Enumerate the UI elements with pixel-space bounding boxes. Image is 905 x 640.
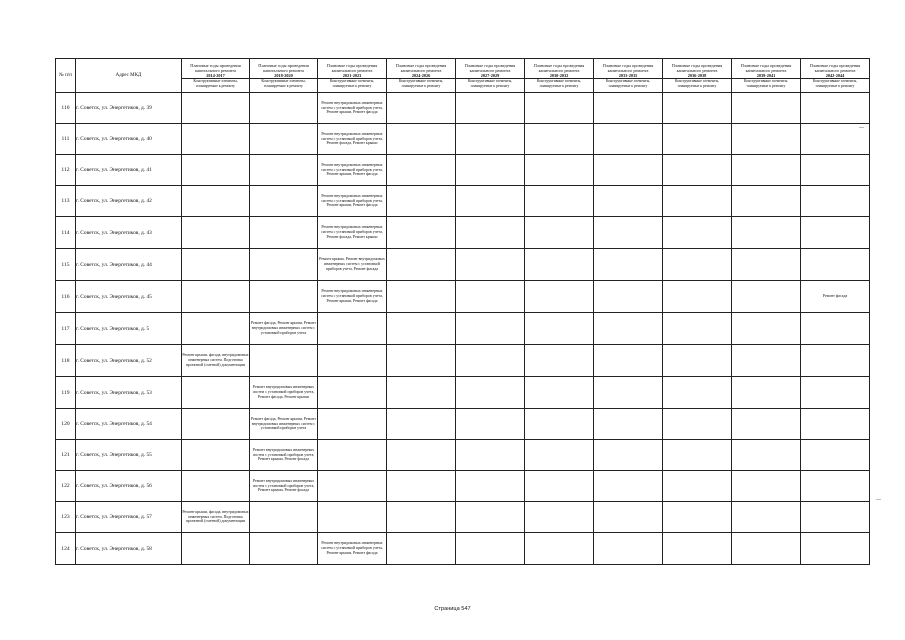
table-row [56, 345, 870, 377]
row-address: г. Советск, ул. Энергетиков, д. 43 [76, 217, 182, 249]
repair-cell-2024-2026 [387, 502, 456, 533]
repair-cell-2030-2032 [525, 186, 594, 217]
row-address: г. Советск, ул. Энергетиков, д. 42 [76, 186, 182, 217]
row-address: г. Советск, ул. Энергетиков, д. 40 [76, 124, 182, 155]
repair-cell-2039-2041 [732, 533, 801, 565]
repair-cell-2018-2020 [250, 186, 318, 217]
repair-cell-2039-2041 [732, 93, 801, 124]
repair-cell-2027-2029 [456, 281, 525, 313]
repair-cell-2042-2044 [801, 155, 870, 186]
repair-cell-2014-2017 [182, 186, 250, 217]
repair-cell-2024-2026 [387, 345, 456, 377]
repair-cell-2021-2023 [318, 409, 387, 440]
repair-cell-2039-2041 [732, 502, 801, 533]
period-subheader: Конструктивные элементы, планируемые к ремонту [801, 78, 869, 88]
capital-repair-table [55, 58, 870, 565]
period-subheader: Конструктивные элементы, планируемые к ремонту [594, 78, 662, 88]
table-row [56, 217, 870, 249]
repair-cell-2039-2041 [732, 155, 801, 186]
header-address: Адрес МКД [76, 59, 182, 93]
repair-cell-2014-2017: Ремонт крыши, фасада, внутридомовых инженерных систем. Подготовка проектной (сметной) документации [182, 345, 250, 377]
repair-cell-2042-2044 [801, 186, 870, 217]
repair-cell-2036-2038 [663, 313, 732, 345]
repair-cell-2018-2020: Ремонт фасада, Ремонт крыши, Ремонт внутридомовых инженерных систем с установкой приборов учета [250, 409, 318, 440]
repair-cell-2039-2041 [732, 471, 801, 502]
repair-cell-2014-2017 [182, 124, 250, 155]
repair-cell-2033-2035 [594, 281, 663, 313]
repair-cell-2036-2038 [663, 155, 732, 186]
row-address: г. Советск, ул. Энергетиков, д. 55 [76, 440, 182, 471]
repair-cell-2021-2023: Ремонт внутридомовых инженерных систем с установкой приборов учета, Ремонт крыши, Ремонт фасада [318, 93, 387, 124]
repair-cell-2036-2038 [663, 186, 732, 217]
repair-cell-2042-2044 [801, 313, 870, 345]
repair-cell-2021-2023: Ремонт внутридомовых инженерных систем с установкой приборов учета, Ремонт фасада, Ремонт крыши [318, 124, 387, 155]
repair-cell-2021-2023: Ремонт крыши, Ремонт внутридомовых инженерных систем с установкой приборов учета, Ремонт фасада [318, 249, 387, 281]
period-title: Плановые годы проведения капитального ремонта [190, 62, 241, 73]
period-years: 2036-2038 [687, 72, 707, 78]
period-years: 2042-2044 [825, 72, 845, 78]
repair-cell-2021-2023 [318, 377, 387, 409]
period-title: Плановые годы проведения капитального ремонта [326, 62, 378, 73]
repair-cell-2014-2017 [182, 533, 250, 565]
repair-cell-2024-2026 [387, 440, 456, 471]
repair-cell-2039-2041 [732, 377, 801, 409]
repair-cell-2030-2032 [525, 155, 594, 186]
repair-cell-2030-2032 [525, 377, 594, 409]
repair-cell-2027-2029 [456, 93, 525, 124]
repair-cell-2024-2026 [387, 313, 456, 345]
period-subheader: Конструктивные элементы, планируемые к ремонту [732, 78, 800, 88]
repair-cell-2018-2020: Ремонт фасада, Ремонт крыши, Ремонт внутридомовых инженерных систем с установкой приборов учета [250, 313, 318, 345]
period-years: 2014-2017 [206, 72, 225, 78]
period-title: Плановые годы проведения капитального ремонта [602, 62, 654, 73]
repair-cell-2033-2035 [594, 124, 663, 155]
row-number: 119 [56, 377, 76, 409]
repair-cell-2024-2026 [387, 471, 456, 502]
period-subheader: Конструктивные элементы, планируемые к ремонту [182, 78, 249, 88]
period-title: Плановые годы проведения капитального ремонта [740, 62, 792, 73]
repair-cell-2018-2020 [250, 249, 318, 281]
repair-cell-2042-2044 [801, 409, 870, 440]
period-subheader: Конструктивные элементы, планируемые к ремонту [250, 78, 317, 88]
repair-cell-2018-2020 [250, 217, 318, 249]
repair-cell-2024-2026 [387, 217, 456, 249]
row-number: 122 [56, 471, 76, 502]
repair-cell-2042-2044 [801, 502, 870, 533]
repair-cell-2027-2029 [456, 440, 525, 471]
repair-cell-2042-2044 [801, 249, 870, 281]
repair-cell-2014-2017 [182, 281, 250, 313]
repair-cell-2039-2041 [732, 249, 801, 281]
repair-cell-2030-2032 [525, 440, 594, 471]
row-address: г. Советск, ул. Энергетиков, д. 41 [76, 155, 182, 186]
repair-cell-2033-2035 [594, 440, 663, 471]
repair-cell-2024-2026 [387, 533, 456, 565]
repair-cell-2027-2029 [456, 249, 525, 281]
table-row [56, 471, 870, 502]
period-title: Плановые годы проведения капитального ремонта [533, 62, 585, 73]
repair-cell-2021-2023 [318, 471, 387, 502]
repair-cell-2039-2041 [732, 217, 801, 249]
repair-cell-2036-2038 [663, 217, 732, 249]
repair-cell-2024-2026 [387, 249, 456, 281]
period-years: 2021-2023 [342, 72, 362, 78]
table-row [56, 249, 870, 281]
repair-cell-2039-2041 [732, 440, 801, 471]
period-years: 2024-2026 [411, 72, 431, 78]
period-years: 2039-2041 [756, 72, 776, 78]
repair-cell-2036-2038 [663, 377, 732, 409]
period-subheader: Конструктивные элементы, планируемые к ремонту [525, 78, 593, 88]
row-address: г. Советск, ул. Энергетиков, д. 53 [76, 377, 182, 409]
table-row [56, 124, 870, 155]
repair-cell-2014-2017 [182, 217, 250, 249]
repair-cell-2033-2035 [594, 533, 663, 565]
repair-cell-2039-2041 [732, 345, 801, 377]
repair-cell-2018-2020 [250, 345, 318, 377]
repair-cell-2036-2038 [663, 502, 732, 533]
row-address: г. Советск, ул. Энергетиков, д. 44 [76, 249, 182, 281]
repair-cell-2014-2017 [182, 155, 250, 186]
header-num: № п/п [56, 59, 76, 93]
period-subheader: Конструктивные элементы, планируемые к ремонту [387, 78, 455, 88]
header-period-2033-2035 [594, 59, 663, 93]
repair-cell-2039-2041 [732, 313, 801, 345]
repair-cell-2027-2029 [456, 471, 525, 502]
repair-cell-2027-2029 [456, 186, 525, 217]
repair-cell-2030-2032 [525, 533, 594, 565]
repair-cell-2021-2023: Ремонт внутридомовых инженерных систем с установкой приборов учета, Ремонт крыши, Ремонт фасада [318, 155, 387, 186]
repair-cell-2014-2017 [182, 440, 250, 471]
repair-cell-2036-2038 [663, 409, 732, 440]
repair-cell-2018-2020: Ремонт внутридомовых инженерных систем с установкой приборов учета, Ремонт крыши, Ремонт фасада [250, 471, 318, 502]
repair-cell-2036-2038 [663, 249, 732, 281]
period-years: 2033-2035 [618, 72, 638, 78]
table-row [56, 440, 870, 471]
repair-cell-2033-2035 [594, 471, 663, 502]
header-period-2042-2044 [801, 59, 870, 93]
repair-cell-2033-2035 [594, 186, 663, 217]
repair-cell-2027-2029 [456, 533, 525, 565]
row-number: 111 [56, 124, 76, 155]
repair-cell-2018-2020: Ремонт внутридомовых инженерных систем с установкой приборов учета, Ремонт фасада, Ремонт крыши [250, 377, 318, 409]
repair-cell-2030-2032 [525, 313, 594, 345]
repair-cell-2033-2035 [594, 249, 663, 281]
row-number: 120 [56, 409, 76, 440]
repair-cell-2039-2041 [732, 124, 801, 155]
repair-cell-2036-2038 [663, 471, 732, 502]
period-title: Плановые годы проведения капитального ремонта [671, 62, 723, 73]
repair-cell-2014-2017: Ремонт крыши, фасада, внутридомовых инженерных систем. Подготовка проектной (сметной) документации [182, 502, 250, 533]
table-header [56, 59, 870, 93]
repair-cell-2030-2032 [525, 217, 594, 249]
repair-cell-2018-2020 [250, 502, 318, 533]
repair-cell-2030-2032 [525, 249, 594, 281]
header-period-2014-2017 [182, 59, 250, 93]
row-address: г. Советск, ул. Энергетиков, д. 57 [76, 502, 182, 533]
header-period-2039-2041 [732, 59, 801, 93]
period-title: Плановые годы проведения капитального ремонта [258, 62, 309, 73]
row-number: 123 [56, 502, 76, 533]
header-period-2027-2029 [456, 59, 525, 93]
table-row [56, 281, 870, 313]
repair-cell-2033-2035 [594, 409, 663, 440]
repair-cell-2039-2041 [732, 186, 801, 217]
repair-cell-2027-2029 [456, 155, 525, 186]
row-address: г. Советск, ул. Энергетиков, д. 45 [76, 281, 182, 313]
repair-cell-2014-2017 [182, 377, 250, 409]
repair-cell-2036-2038 [663, 93, 732, 124]
repair-cell-2027-2029 [456, 313, 525, 345]
repair-cell-2042-2044 [801, 377, 870, 409]
repair-cell-2018-2020 [250, 281, 318, 313]
repair-cell-2036-2038 [663, 345, 732, 377]
repair-cell-2039-2041 [732, 281, 801, 313]
repair-cell-2033-2035 [594, 93, 663, 124]
repair-cell-2036-2038 [663, 124, 732, 155]
row-address: г. Советск, ул. Энергетиков, д. 54 [76, 409, 182, 440]
header-period-2024-2026 [387, 59, 456, 93]
repair-cell-2027-2029 [456, 409, 525, 440]
period-title: Плановые годы проведения капитального ремонта [464, 62, 516, 73]
header-period-2036-2038 [663, 59, 732, 93]
repair-cell-2033-2035 [594, 345, 663, 377]
period-subheader: Конструктивные элементы, планируемые к ремонту [663, 78, 731, 88]
repair-cell-2024-2026 [387, 377, 456, 409]
repair-cell-2014-2017 [182, 249, 250, 281]
repair-cell-2014-2017 [182, 93, 250, 124]
period-years: 2018-2020 [274, 72, 293, 78]
repair-cell-2027-2029 [456, 217, 525, 249]
header-period-2021-2023 [318, 59, 387, 93]
repair-cell-2033-2035 [594, 217, 663, 249]
row-number: 116 [56, 281, 76, 313]
repair-cell-2042-2044 [801, 471, 870, 502]
repair-cell-2024-2026 [387, 124, 456, 155]
row-address: г. Советск, ул. Энергетиков, д. 52 [76, 345, 182, 377]
row-number: 117 [56, 313, 76, 345]
repair-cell-2030-2032 [525, 345, 594, 377]
repair-cell-2042-2044 [801, 345, 870, 377]
repair-cell-2042-2044 [801, 124, 870, 155]
repair-cell-2021-2023: Ремонт внутридомовых инженерных систем с установкой приборов учета, Ремонт фасада, Ремонт крыши [318, 217, 387, 249]
repair-cell-2021-2023 [318, 313, 387, 345]
repair-cell-2021-2023 [318, 345, 387, 377]
header-period-2030-2032 [525, 59, 594, 93]
repair-cell-2033-2035 [594, 313, 663, 345]
row-address: г. Советск, ул. Энергетиков, д. 39 [76, 93, 182, 124]
row-number: 121 [56, 440, 76, 471]
period-title: Плановые годы проведения капитального ремонта [809, 62, 861, 73]
table-row [56, 155, 870, 186]
repair-cell-2024-2026 [387, 155, 456, 186]
row-number: 114 [56, 217, 76, 249]
repair-cell-2014-2017 [182, 471, 250, 502]
repair-cell-2027-2029 [456, 124, 525, 155]
repair-cell-2021-2023: Ремонт внутридомовых инженерных систем с установкой приборов учета, Ремонт крыши, Ремонт фасада [318, 186, 387, 217]
table-row [56, 377, 870, 409]
table-row [56, 186, 870, 217]
row-number: 124 [56, 533, 76, 565]
repair-cell-2021-2023: Ремонт внутридомовых инженерных систем с установкой приборов учета, Ремонт крыши, Ремонт фасада [318, 533, 387, 565]
table-row [56, 409, 870, 440]
row-number: 112 [56, 155, 76, 186]
period-subheader: Конструктивные элементы, планируемые к ремонту [456, 78, 524, 88]
repair-cell-2036-2038 [663, 533, 732, 565]
repair-cell-2033-2035 [594, 377, 663, 409]
table-row [56, 502, 870, 533]
repair-cell-2030-2032 [525, 502, 594, 533]
repair-cell-2042-2044: Ремонт фасада [801, 281, 870, 313]
period-years: 2030-2032 [549, 72, 569, 78]
repair-cell-2027-2029 [456, 345, 525, 377]
repair-cell-2030-2032 [525, 471, 594, 502]
repair-cell-2030-2032 [525, 409, 594, 440]
repair-cell-2030-2032 [525, 281, 594, 313]
repair-cell-2024-2026 [387, 93, 456, 124]
repair-cell-2014-2017 [182, 313, 250, 345]
repair-cell-2018-2020 [250, 124, 318, 155]
repair-cell-2027-2029 [456, 502, 525, 533]
repair-cell-2036-2038 [663, 440, 732, 471]
repair-cell-2021-2023: Ремонт внутридомовых инженерных систем с установкой приборов учета, Ремонт крыши, Ремонт фасада [318, 281, 387, 313]
row-number: 113 [56, 186, 76, 217]
repair-cell-2042-2044 [801, 533, 870, 565]
row-number: 118 [56, 345, 76, 377]
repair-cell-2030-2032 [525, 124, 594, 155]
repair-cell-2018-2020 [250, 155, 318, 186]
period-subheader: Конструктивные элементы, планируемые к ремонту [318, 78, 386, 88]
table-row [56, 533, 870, 565]
repair-cell-2027-2029 [456, 377, 525, 409]
repair-cell-2024-2026 [387, 409, 456, 440]
repair-cell-2039-2041 [732, 409, 801, 440]
repair-cell-2036-2038 [663, 281, 732, 313]
repair-cell-2033-2035 [594, 502, 663, 533]
table-row [56, 93, 870, 124]
row-address: г. Советск, ул. Энергетиков, д. 5 [76, 313, 182, 345]
repair-cell-2021-2023 [318, 502, 387, 533]
repair-cell-2042-2044 [801, 440, 870, 471]
row-address: г. Советск, ул. Энергетиков, д. 56 [76, 471, 182, 502]
repair-cell-2018-2020 [250, 93, 318, 124]
page-number: Страница 547 [434, 606, 471, 612]
repair-cell-2014-2017 [182, 409, 250, 440]
repair-cell-2042-2044 [801, 93, 870, 124]
row-number: 110 [56, 93, 76, 124]
table-row [56, 313, 870, 345]
repair-cell-2021-2023 [318, 440, 387, 471]
repair-cell-2024-2026 [387, 186, 456, 217]
repair-cell-2018-2020: Ремонт внутридомовых инженерных систем с установкой приборов учета, Ремонт крыши, Ремонт фасада [250, 440, 318, 471]
repair-cell-2030-2032 [525, 93, 594, 124]
header-period-2018-2020 [250, 59, 318, 93]
repair-cell-2018-2020 [250, 533, 318, 565]
period-title: Плановые годы проведения капитального ремонта [395, 62, 447, 73]
repair-cell-2024-2026 [387, 281, 456, 313]
repair-cell-2042-2044 [801, 217, 870, 249]
period-years: 2027-2029 [480, 72, 500, 78]
row-address: г. Советск, ул. Энергетиков, д. 58 [76, 533, 182, 565]
repair-cell-2033-2035 [594, 155, 663, 186]
table-body [56, 93, 870, 565]
row-number: 115 [56, 249, 76, 281]
